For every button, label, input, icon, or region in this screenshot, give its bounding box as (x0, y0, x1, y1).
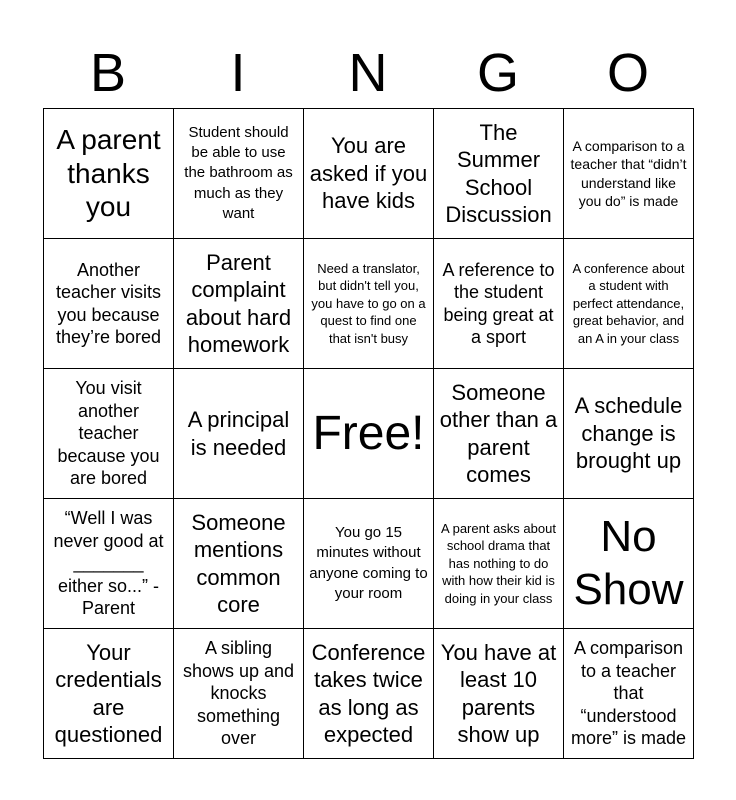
bingo-cell-text: Another teacher visits you because they’re bored (55, 259, 162, 347)
bingo-cell-text: You are asked if you have kids (309, 133, 428, 214)
header-letter-b: B (89, 43, 127, 103)
bingo-cell-text: The Summer School Discussion (445, 119, 552, 227)
bingo-cell-19[interactable] (433, 498, 564, 629)
bingo-cell-text: A conference about a student with perfect attendance, great behavior, and an A in your class (572, 260, 685, 346)
bingo-cell-22[interactable] (173, 628, 304, 759)
bingo-cell-text: Student should be able to use the bathroom as much as they want (184, 123, 293, 222)
bingo-cell-text: “Well I was never good at _______ either so...” - Parent (53, 508, 164, 619)
bingo-cell-text: Parent complaint about hard homework (185, 249, 292, 357)
bingo-cell-text: Free! (312, 406, 425, 460)
bingo-cell-11[interactable] (43, 368, 174, 499)
bingo-cell-text: A parent thanks you (56, 124, 161, 223)
bingo-cell-14[interactable] (433, 368, 564, 499)
bingo-cell-12[interactable] (173, 368, 304, 499)
bingo-cell-text: Someone other than a parent comes (439, 379, 558, 487)
bingo-cell-text: A comparison to a teacher that “understood more” is made (570, 638, 687, 749)
bingo-cell-text: A reference to the student being great at a sport (442, 259, 555, 347)
bingo-cell-text: A principal is needed (187, 407, 290, 460)
bingo-cell-4[interactable] (433, 108, 564, 239)
header-letter-o: O (606, 43, 649, 103)
bingo-cell-10[interactable] (563, 238, 694, 369)
bingo-cell-text: No Show (573, 511, 684, 614)
bingo-cell-text: Your credentials are questioned (54, 639, 163, 747)
bingo-cell-16[interactable] (43, 498, 174, 629)
bingo-board (43, 108, 693, 758)
bingo-cell-text: A comparison to a teacher that “didn’t understand like you do” is made (570, 138, 687, 209)
header-letter-g: G (476, 43, 519, 103)
bingo-cell-20[interactable] (563, 498, 694, 629)
bingo-cell-3[interactable] (303, 108, 434, 239)
header-letter-n: N (348, 43, 388, 103)
bingo-cell-text: You visit another teacher because you are bored (57, 378, 160, 489)
bingo-cell-2[interactable] (173, 108, 304, 239)
bingo-cell-text: Conference takes twice as long as expected (311, 639, 426, 747)
bingo-cell-24[interactable] (433, 628, 564, 759)
bingo-cell-text: You have at least 10 parents show up (440, 639, 557, 747)
bingo-cell-21[interactable] (43, 628, 174, 759)
header-letter-i: I (230, 43, 246, 103)
bingo-cell-text: You go 15 minutes without anyone coming to your room (309, 524, 428, 602)
bingo-cell-9[interactable] (433, 238, 564, 369)
bingo-cell-1[interactable] (43, 108, 174, 239)
bingo-cell-text: A sibling shows up and knocks something over (182, 638, 295, 749)
bingo-cell-text: Someone mentions common core (191, 509, 286, 617)
bingo-cell-13[interactable] (303, 368, 434, 499)
bingo-cell-5[interactable] (563, 108, 694, 239)
bingo-cell-text: A parent asks about school drama that has nothing to do with how their kid is doing in your class (441, 520, 556, 606)
bingo-cell-6[interactable] (43, 238, 174, 369)
bingo-cell-15[interactable] (563, 368, 694, 499)
bingo-cell-17[interactable] (173, 498, 304, 629)
bingo-cell-text: Need a translator, but didn't tell you, you have to go on a quest to find one that isn't busy (311, 260, 426, 346)
bingo-cell-25[interactable] (563, 628, 694, 759)
bingo-cell-7[interactable] (173, 238, 304, 369)
bingo-cell-18[interactable] (303, 498, 434, 629)
bingo-cell-8[interactable] (303, 238, 434, 369)
bingo-header (43, 38, 693, 108)
bingo-cell-23[interactable] (303, 628, 434, 759)
bingo-cell-text: A schedule change is brought up (574, 393, 683, 474)
